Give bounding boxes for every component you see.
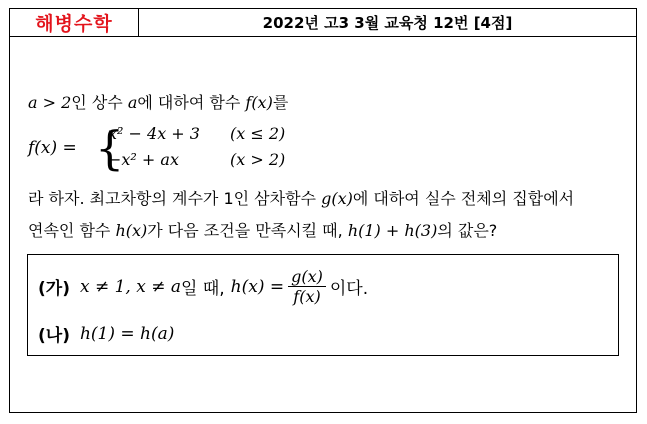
intro-text-1: 인 상수 [71,93,128,112]
fraction-denominator: f(x) [293,287,321,306]
condition-na-math: h(1) = h(a) [79,323,175,344]
brand-label: 해병수학 [10,9,139,36]
line4-text-b: 가 다음 조건을 만족시킬 때, [147,221,348,240]
header-row [10,9,636,37]
condition-ga-math: x ≠ 1, x ≠ a [79,276,182,297]
piecewise-case-1: x² − 4x + 3 [108,124,200,143]
problem-line-3 [28,186,574,209]
left-brace: { [95,121,125,175]
intro-text-2: 에 대하여 함수 [137,93,246,112]
problem-line-4 [28,218,497,241]
intro-text-3: 를 [272,93,289,112]
line3-text-b: 에 대하여 실수 전체의 집합에서 [352,189,575,208]
line3-func: g(x) [321,189,353,208]
line3-text-a: 라 하자. 최고차항의 계수가 1인 삼차함수 [28,189,322,208]
fraction-numerator: g(x) [288,267,326,287]
condition-ga-text-2: 이다. [329,279,369,299]
condition-ga-label: (가) [38,279,70,299]
condition-na-label: (나) [38,326,70,346]
line4-text-a: 연속인 함수 [28,221,116,240]
piecewise-definition [28,121,348,176]
condition-ga-lhs: h(x) = [230,276,285,297]
condition-na [38,321,174,346]
intro-func: f(x) [245,93,273,112]
exam-title: 2022년 고3 3월 교육청 12번 [4점] [262,14,513,32]
conditions-box [27,254,619,356]
piecewise-cond-1: (x ≤ 2) [230,124,286,143]
condition-ga-text-1: 일 때, [181,279,225,299]
intro-var: a [127,93,138,112]
line4-expr: h(1) + h(3) [347,221,438,240]
intro-condition: a > 2 [28,93,72,112]
line4-text-c: 의 값은? [437,221,498,240]
condition-ga [38,267,368,306]
piecewise-lhs: f(x) = [28,138,77,158]
piecewise-case-2: −x² + ax [108,150,179,169]
condition-ga-fraction [288,267,326,306]
piecewise-cond-2: (x > 2) [230,150,286,169]
problem-line-1 [28,90,288,113]
line4-func: h(x) [115,221,148,240]
